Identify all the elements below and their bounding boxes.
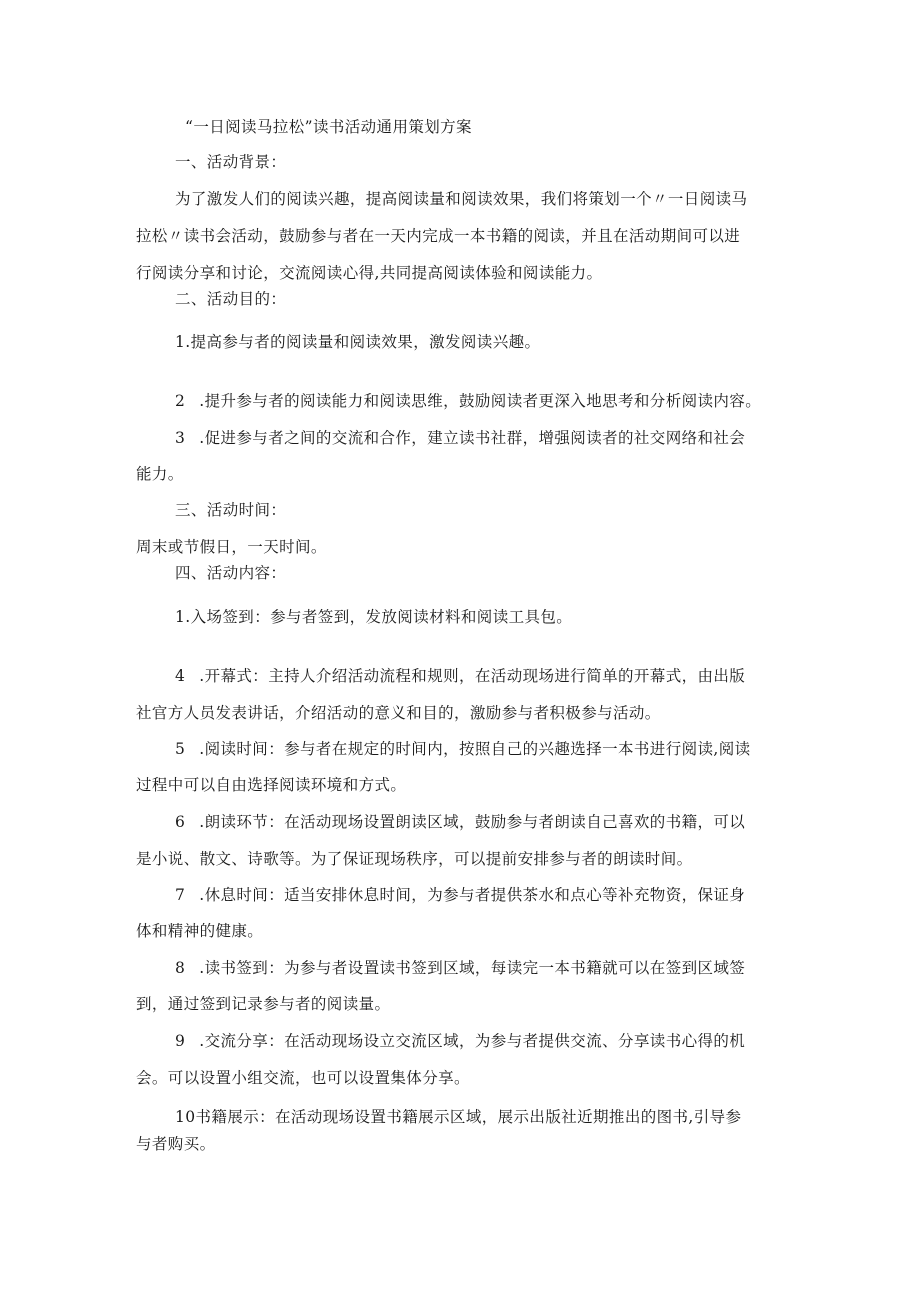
heading-purpose: 二、活动目的：	[175, 290, 287, 308]
item-text: .开幕式：主持人介绍活动流程和规则，在活动现场进行简单的开幕式，由出版	[199, 667, 746, 685]
item-number: 10	[175, 1108, 196, 1126]
content-item-10-cont: 与者购买。	[136, 1135, 216, 1153]
item-number: 4	[175, 667, 186, 685]
item-text: 书籍展示：在活动现场设置书籍展示区域，展示出版社近期推出的图书,引导参	[195, 1108, 742, 1126]
background-line-2: 拉松〃读书会活动，鼓励参与者在一天内完成一本书籍的阅读，并且在活动期间可以进	[136, 227, 741, 245]
item-text: 提高参与者的阅读量和阅读效果，激发阅读兴趣。	[190, 333, 541, 351]
item-number: 5	[175, 740, 186, 758]
content-item-9-cont: 会。可以设置小组交流，也可以设置集体分享。	[136, 1069, 470, 1087]
heading-background: 一、活动背景：	[175, 153, 287, 171]
purpose-item-3	[175, 428, 745, 448]
item-text: .促进参与者之间的交流和合作，建立读书社群，增强阅读者的社交网络和社会	[199, 429, 746, 447]
background-line-1: 为了激发人们的阅读兴趣，提高阅读量和阅读效果，我们将策划一个〃一日阅读马	[175, 190, 748, 208]
content-item-9	[175, 1031, 745, 1051]
purpose-item-1	[175, 332, 540, 352]
item-number: 2	[175, 392, 186, 410]
content-item-7	[175, 885, 745, 905]
content-item-4	[175, 666, 745, 686]
item-text: .阅读时间：参与者在规定的时间内，按照自己的兴趣选择一本书进行阅读,阅读	[199, 740, 751, 758]
item-number: 8	[175, 959, 186, 977]
item-number: 3	[175, 429, 186, 447]
item-text: .读书签到：为参与者设置读书签到区域，每读完一本书籍就可以在签到区域签	[199, 959, 746, 977]
background-line-3: 行阅读分享和讨论，交流阅读心得,共同提高阅读体验和阅读能力。	[136, 264, 603, 282]
heading-content: 四、活动内容：	[175, 564, 287, 582]
purpose-item-3-cont: 能力。	[136, 465, 184, 483]
content-item-6	[175, 812, 745, 832]
item-number: 7	[175, 886, 186, 904]
time-text: 周末或节假日，一天时间。	[136, 538, 327, 556]
item-text: .休息时间：适当安排休息时间，为参与者提供茶水和点心等补充物资，保证身	[199, 886, 746, 904]
item-number: 1.	[175, 333, 191, 351]
content-item-7-cont: 体和精神的健康。	[136, 922, 264, 940]
item-text: .朗读环节：在活动现场设置朗读区域，鼓励参与者朗读自己喜欢的书籍，可以	[199, 813, 746, 831]
purpose-item-2	[175, 391, 761, 411]
item-text: .提升参与者的阅读能力和阅读思维，鼓励阅读者更深入地思考和分析阅读内容。	[199, 392, 762, 410]
content-item-8	[175, 958, 745, 978]
content-item-4-cont: 社官方人员发表讲话，介绍活动的意义和目的，激励参与者积极参与活动。	[136, 704, 661, 722]
document-title: “一日阅读马拉松”读书活动通用策划方案	[185, 118, 472, 136]
content-item-5	[175, 739, 751, 759]
content-item-5-cont: 过程中可以自由选择阅读环境和方式。	[136, 776, 407, 794]
content-item-8-cont: 到，通过签到记录参与者的阅读量。	[136, 995, 391, 1013]
heading-time: 三、活动时间：	[175, 501, 287, 519]
item-text: 入场签到：参与者签到，发放阅读材料和阅读工具包。	[190, 608, 573, 626]
item-text: .交流分享：在活动现场设立交流区域，为参与者提供交流、分享读书心得的机	[199, 1032, 746, 1050]
item-number: 9	[175, 1032, 186, 1050]
content-item-6-cont: 是小说、散文、诗歌等。为了保证现场秩序，可以提前安排参与者的朗读时间。	[136, 850, 693, 868]
item-number: 1.	[175, 608, 191, 626]
content-item-10	[175, 1107, 741, 1127]
item-number: 6	[175, 813, 186, 831]
content-item-1	[175, 607, 572, 627]
